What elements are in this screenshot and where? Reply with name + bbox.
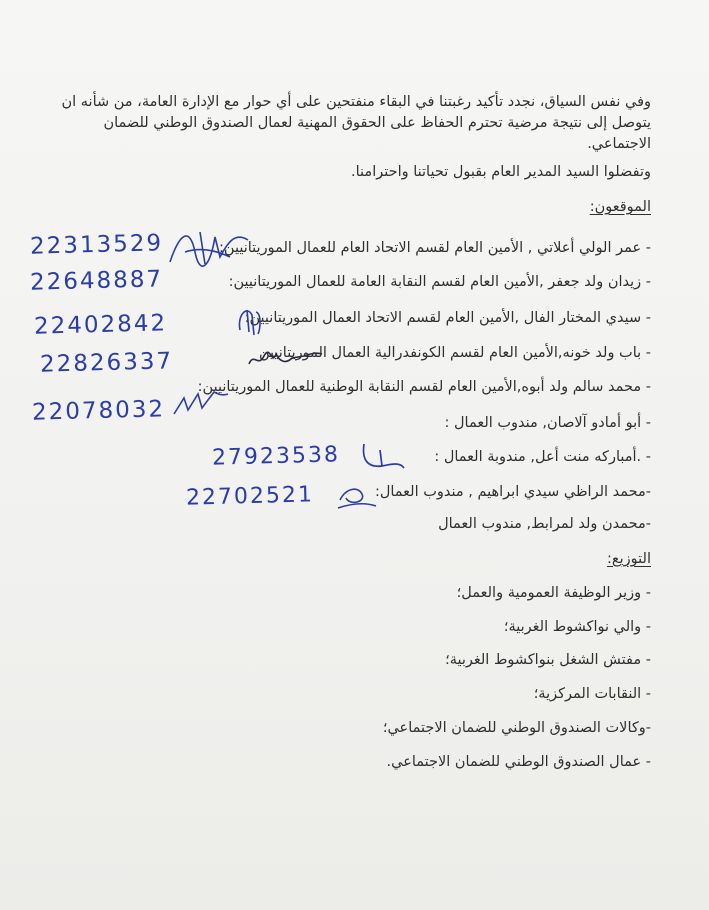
signature-mark (244, 342, 324, 374)
distribution-item: - مفتش الشغل بنواكشوط الغربية؛ (445, 652, 651, 668)
signatory-line: - .أمباركه منت أعل, مندوبة العمال : (434, 449, 651, 465)
distribution-item: - عمال الصندوق الوطني للضمان الاجتماعي. (386, 754, 651, 770)
intro-line-2: يتوصل إلى نتيجة مرضية تحترم الحفاظ على الحقوق المهنية لعمال الصندوق الوطني للضمان (103, 115, 651, 131)
signatory-line: - سيدي المختار الفال ,الأمين العام لقسم الاتحاد العمال الموريتانيين: (244, 310, 651, 326)
distribution-heading: التوزيع: (607, 551, 651, 567)
intro-line-3: الاجتماعي. (587, 136, 651, 152)
handwritten-phone: 22826337 (39, 348, 174, 378)
handwritten-phone: 22313529 (29, 230, 164, 260)
closing-line: وتفضلوا السيد المدير العام بقبول تحياتنا واحترامنا. (351, 164, 651, 180)
distribution-item: - النقابات المركزية؛ (533, 686, 651, 702)
distribution-item: - وزير الوظيفة العمومية والعمل؛ (456, 585, 651, 601)
intro-line-1: وفي نفس السياق، نجدد تأكيد رغبتنا في البقاء منفتحين على أي حوار مع الإدارة العامة، من شأنه ان (61, 94, 651, 110)
signatory-line: - محمد سالم ولد أبوه,الأمين العام لقسم النقابة الوطنية للعمال الموريتانيين: (197, 379, 651, 395)
signatory-line: -محمدن ولد لمرابط, مندوب العمال (438, 516, 651, 532)
signature-mark (170, 386, 230, 420)
signatory-line: - باب ولد خونه,الأمين العام لقسم الكونفدرالية العمال الموريتانيين (258, 345, 651, 361)
handwritten-phone: 27923538 (211, 442, 341, 471)
signatory-line: - أبو أمادو آلاصان, مندوب العمال : (444, 415, 651, 431)
signature-mark (336, 480, 378, 516)
handwritten-phone: 22078032 (31, 396, 166, 426)
signatory-line: - زيدان ولد جعفر ,الأمين العام لقسم النقابة العامة للعمال الموريتانيين: (228, 274, 651, 290)
handwritten-phone: 22702521 (185, 482, 315, 511)
distribution-item: - والي نواكشوط الغربية؛ (503, 619, 651, 635)
handwritten-phone: 22402842 (33, 310, 168, 340)
signatory-line: -محمد الراظي سيدي ابراهيم , مندوب العمال: (374, 484, 651, 500)
signature-mark (160, 222, 255, 272)
signature-mark (232, 300, 268, 340)
distribution-item: -وكالات الصندوق الوطني للضمان الاجتماعي؛ (382, 720, 651, 736)
signatory-line: - عمر الولي أعلاتي , الأمين العام لقسم الاتحاد العام للعمال الموريتانيين: (219, 240, 651, 256)
signatories-heading: الموقعون: (589, 199, 651, 215)
handwritten-phone: 22648887 (29, 266, 164, 296)
signature-mark (352, 438, 406, 480)
